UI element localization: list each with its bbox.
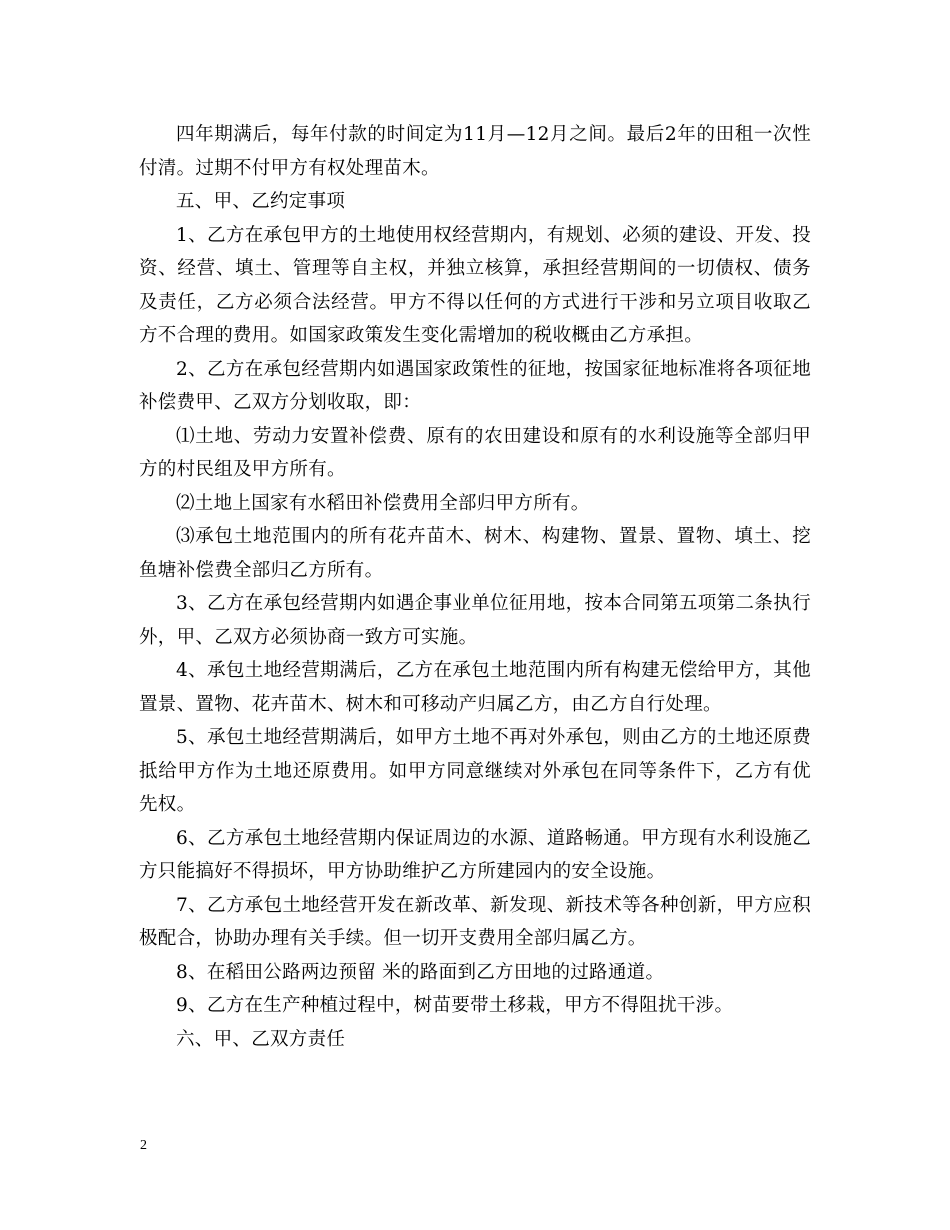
page-number: 2 bbox=[140, 1138, 147, 1153]
clause-8: 8、在稻田公路两边预留 米的路面到乙方田地的过路通道。 bbox=[176, 961, 665, 983]
clause-2: 2、乙方在承包经营期内如遇国家政策性的征地，按国家征地标准将各项征地补偿费甲、乙双方分划收取，即： bbox=[139, 358, 811, 413]
document-body bbox=[139, 118, 811, 1056]
paragraph-payment-terms: 四年期满后，每年付款的时间定为11月—12月之间。最后2年的田租一次性付清。过期不付甲方有权处理苗木。 bbox=[139, 124, 811, 179]
clause-7: 7、乙方承包土地经营开发在新改革、新发现、新技术等各种创新，甲方应积极配合，协助办理有关手续。但一切开支费用全部归属乙方。 bbox=[139, 894, 811, 949]
section-heading-agreed-matters: 五、甲、乙约定事项 bbox=[176, 191, 346, 212]
clause-2-item-1: ⑴土地、劳动力安置补偿费、原有的农田建设和原有的水利设施等全部归甲方的村民组及甲方所有。 bbox=[139, 425, 811, 480]
clause-6: 6、乙方承包土地经营期内保证周边的水源、道路畅通。甲方现有水利设施乙方只能搞好不得损坏，甲方协助维护乙方所建园内的安全设施。 bbox=[139, 827, 811, 882]
clause-2-item-3: ⑶承包土地范围内的所有花卉苗木、树木、构建物、置景、置物、填土、挖鱼塘补偿费全部归乙方所有。 bbox=[139, 526, 811, 581]
clause-3: 3、乙方在承包经营期内如遇企事业单位征用地，按本合同第五项第二条执行外，甲、乙双方必须协商一致方可实施。 bbox=[139, 593, 811, 648]
section-heading-responsibilities: 六、甲、乙双方责任 bbox=[176, 1028, 346, 1050]
clause-9: 9、乙方在生产种植过程中，树苗要带土移栽，甲方不得阻扰干涉。 bbox=[176, 995, 734, 1016]
clause-5: 5、承包土地经营期满后，如甲方土地不再对外承包，则由乙方的土地还原费抵给甲方作为土地还原费用。如甲方同意继续对外承包在同等条件下，乙方有优先权。 bbox=[139, 727, 811, 815]
clause-2-item-2: ⑵土地上国家有水稻田补偿费用全部归甲方所有。 bbox=[176, 492, 590, 514]
clause-4: 4、承包土地经营期满后，乙方在承包土地范围内所有构建无偿给甲方，其他置景、置物、花卉苗木、树木和可移动产归属乙方，由乙方自行处理。 bbox=[139, 660, 811, 715]
clause-1: 1、乙方在承包甲方的土地使用权经营期内，有规划、必须的建设、开发、投资、经营、填土、管理等自主权，并独立核算，承担经营期间的一切债权、债务及责任，乙方必须合法经营。甲方不得以任何的方式进行干涉和另立项目收取乙方不合理的费用。如国家政策发生变化需增加的税收概由乙方承担。 bbox=[139, 224, 811, 346]
